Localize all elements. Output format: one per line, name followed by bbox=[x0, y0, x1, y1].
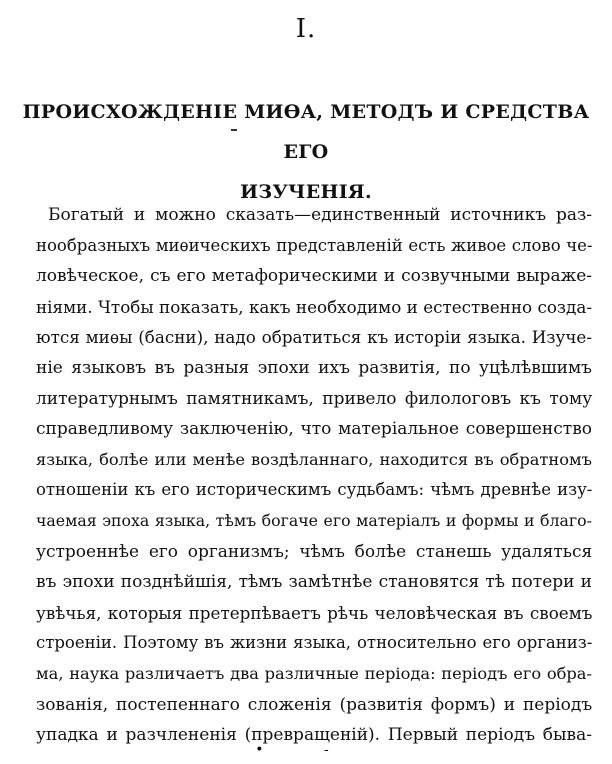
paragraph-line: ніями. Чтобы показать, какъ необходимо и естественно созда- bbox=[36, 296, 592, 317]
paragraph-line: литературнымъ памятникамъ, привело филологовъ къ тому bbox=[36, 388, 593, 409]
paragraph-line: строеніи. Поэтому въ жизни языка, относительно его организ- bbox=[36, 633, 593, 653]
paragraph-line: въ эпохи позднѣйшія, тѣмъ замѣтнѣе становятся тѣ потери и bbox=[36, 572, 592, 593]
chapter-number: I. bbox=[295, 14, 317, 44]
chapter-title bbox=[20, 92, 592, 212]
paragraph-line: упадка и разчлененія (превращеній). Первый періодъ быва- bbox=[36, 725, 592, 746]
paragraph-line: зованія, постепеннаго сложенія (развитія формъ) и періодъ bbox=[36, 694, 593, 715]
paragraph-line: ются миѳы (басни), надо обратиться къ исторіи языка. Изуче- bbox=[36, 327, 592, 348]
paragraph-line: справедливому заключенію, что матеріальное совершенство bbox=[36, 419, 592, 440]
paragraph-line: Богатый и можно сказать—единственный источникъ раз- bbox=[48, 205, 592, 225]
paragraph-line: ніе языковъ въ разныя эпохи ихъ развитія, по уцѣлѣвшимъ bbox=[36, 357, 592, 378]
paragraph-line: ма, наука различаетъ два различные періода: періодъ его обра- bbox=[36, 663, 592, 683]
paragraph-line: чаемая эпоха языка, тѣмъ богаче его матеріалъ и формы и благо- bbox=[36, 510, 592, 530]
chapter-title-line-2: ИЗУЧЕНІЯ. bbox=[240, 181, 372, 203]
paragraph-line: увѣчья, которыя претерпѣваетъ рѣчь человѣческая въ своемъ bbox=[36, 602, 593, 623]
paragraph-line: языка, болѣе или менѣе воздѣланнаго, находится въ обратномъ bbox=[36, 449, 592, 469]
paragraph-line: устроеннѣе его организмъ; чѣмъ болѣе станешь удаляться bbox=[36, 541, 593, 562]
paragraph-line: отношеніи къ его историческимъ судьбамъ: чѣмъ древнѣе изу- bbox=[36, 480, 593, 500]
paragraph-line: ловѣческое, съ его метафорическими и созвучными выраже- bbox=[36, 266, 593, 287]
print-mark bbox=[231, 129, 237, 131]
body-paragraph bbox=[36, 200, 592, 751]
chapter-title-line-1: ПРОИСХОЖДЕНІЕ МИѲА, МЕТОДЪ И СРЕДСТВА ЕГО bbox=[22, 101, 590, 163]
paragraph-line: нообразныхъ миѳическихъ представленій есть живое слово че- bbox=[36, 235, 593, 255]
footer-marks: • - bbox=[255, 742, 357, 758]
